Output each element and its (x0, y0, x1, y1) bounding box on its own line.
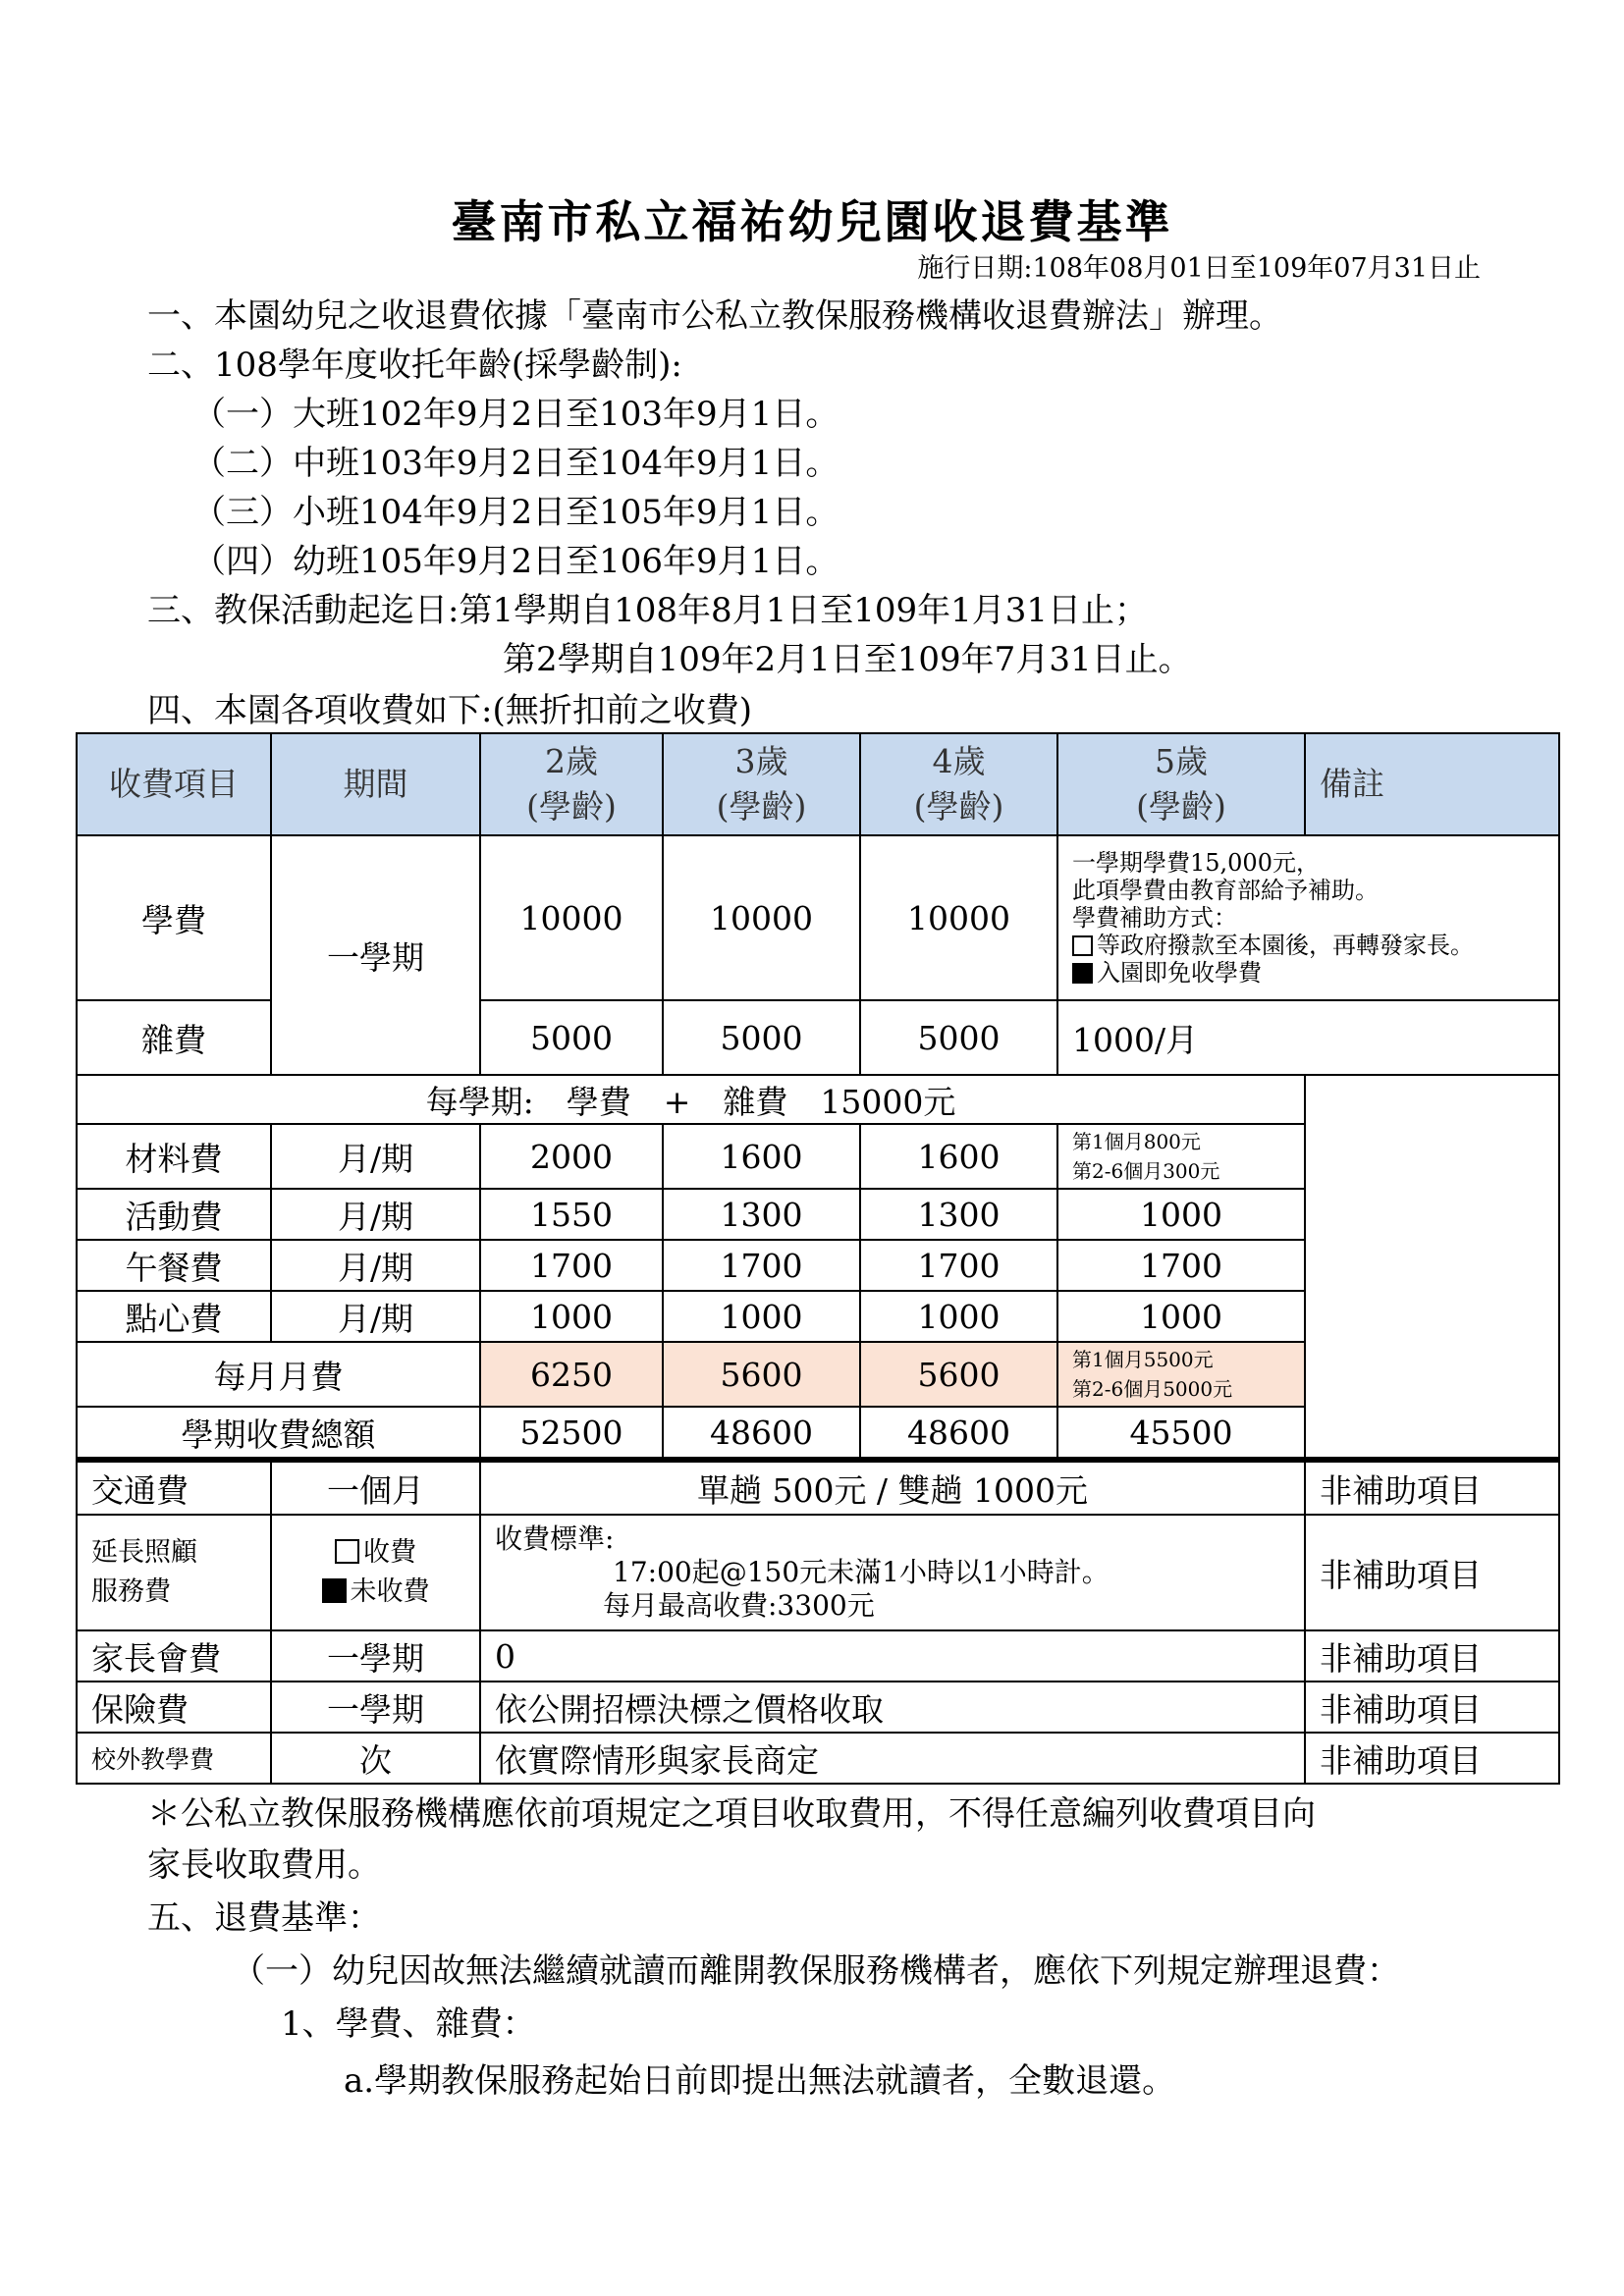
tuition-row (77, 835, 1559, 1000)
tuition-age-4: 10000 (860, 835, 1057, 1000)
checkbox-unchecked-icon (335, 1539, 359, 1564)
section-1: 一、本園幼兒之收退費依據「臺南市公私立教保服務機構收退費辦法」辦理。 (147, 296, 1282, 336)
snack-label: 點心費 (77, 1291, 271, 1342)
material-note: 第1個月800元 第2-6個月300元 (1057, 1124, 1305, 1189)
semester-total-age-4: 48600 (860, 1407, 1057, 1460)
misc-age-2: 5000 (480, 1000, 663, 1075)
header-item: 收費項目 (77, 733, 271, 835)
activity-age-5: 1000 (1057, 1189, 1305, 1240)
tuition-period: 一學期 (271, 835, 480, 1075)
header-age-5: 5歲 (學齡) (1057, 733, 1305, 835)
misc-note: 1000/月 (1057, 1000, 1559, 1075)
material-period: 月/期 (271, 1124, 480, 1189)
material-age-2: 2000 (480, 1124, 663, 1189)
transport-period: 一個月 (271, 1460, 480, 1515)
insurance-period: 一學期 (271, 1682, 480, 1733)
lunch-age-2: 1700 (480, 1240, 663, 1291)
semester-total-age-3: 48600 (663, 1407, 860, 1460)
monthly-fee-age-2: 6250 (480, 1342, 663, 1407)
header-remark: 備註 (1305, 733, 1559, 835)
header-age-2: 2歲 (學齡) (480, 733, 663, 835)
section-2-item-2: （二）中班103年9月2日至104年9月1日。 (192, 444, 839, 483)
checkbox-checked-icon (322, 1578, 347, 1603)
section-2-item-4: （四）幼班105年9月2日至106年9月1日。 (192, 542, 839, 581)
lunch-age-4: 1700 (860, 1240, 1057, 1291)
header-age-4: 4歲 (學齡) (860, 733, 1057, 835)
header-row (77, 733, 1559, 835)
tuition-note: 一學期學費15,000元， 此項學費由教育部給予補助。 學費補助方式： 等政府撥款至本園後，再轉發家長。 入園即免收學費 (1057, 835, 1559, 1000)
misc-label: 雜費 (77, 1000, 271, 1075)
activity-age-3: 1300 (663, 1189, 860, 1240)
fee-table (76, 732, 1560, 1785)
snack-age-4: 1000 (860, 1291, 1057, 1342)
extended-care-label: 延長照顧 服務費 (77, 1515, 271, 1630)
snack-age-2: 1000 (480, 1291, 663, 1342)
field-trip-row (77, 1733, 1559, 1784)
field-trip-content: 依實際情形與家長商定 (480, 1733, 1305, 1784)
snack-period: 月/期 (271, 1291, 480, 1342)
section-3-line-1: 三、教保活動起迄日:第1學期自108年8月1日至109年1月31日止； (147, 591, 1149, 630)
per-semester-summary: 每學期: 學費 + 雜費 15000元 (77, 1075, 1305, 1124)
transport-content: 單趟 500元 / 雙趟 1000元 (480, 1460, 1305, 1515)
section-5-1-1: 1、學費、雜費： (281, 2004, 536, 2044)
material-label: 材料費 (77, 1124, 271, 1189)
section-2-item-3: （三）小班104年9月2日至105年9月1日。 (192, 493, 839, 532)
lunch-label: 午餐費 (77, 1240, 271, 1291)
extended-care-remark: 非補助項目 (1305, 1515, 1559, 1630)
lunch-age-5: 1700 (1057, 1240, 1305, 1291)
monthly-fee-label: 每月月費 (77, 1342, 480, 1407)
field-trip-label: 校外教學費 (77, 1733, 271, 1784)
misc-age-4: 5000 (860, 1000, 1057, 1075)
parent-assoc-period: 一學期 (271, 1630, 480, 1682)
parent-assoc-remark: 非補助項目 (1305, 1630, 1559, 1682)
lunch-period: 月/期 (271, 1240, 480, 1291)
header-period: 期間 (271, 733, 480, 835)
monthly-fee-age-4: 5600 (860, 1342, 1057, 1407)
tuition-age-3: 10000 (663, 835, 860, 1000)
footnote-line-1: ＊公私立教保服務機構應依前項規定之項目收取費用，不得任意編列收費項目向 (147, 1794, 1316, 1834)
section-5-1: （一）幼兒因故無法繼續就讀而離開教保服務機構者，應依下列規定辦理退費： (232, 1951, 1400, 1991)
transport-remark: 非補助項目 (1305, 1460, 1559, 1515)
parent-assoc-label: 家長會費 (77, 1630, 271, 1682)
semester-total-label: 學期收費總額 (77, 1407, 480, 1460)
tuition-label: 學費 (77, 835, 271, 1000)
activity-age-4: 1300 (860, 1189, 1057, 1240)
header-age-3: 3歲 (學齡) (663, 733, 860, 835)
activity-period: 月/期 (271, 1189, 480, 1240)
parent-assoc-content: 0 (480, 1630, 1305, 1682)
blank-remark-cell (1305, 1075, 1559, 1460)
insurance-label: 保險費 (77, 1682, 271, 1733)
lunch-age-3: 1700 (663, 1240, 860, 1291)
snack-age-5: 1000 (1057, 1291, 1305, 1342)
extended-care-content: 收費標準: 17:00起@150元未滿1小時以1小時計。 每月最高收費:3300元 (480, 1515, 1305, 1630)
extended-care-row (77, 1515, 1559, 1630)
section-5: 五、退費基準： (147, 1898, 381, 1938)
monthly-fee-age-3: 5600 (663, 1342, 860, 1407)
parent-assoc-row (77, 1630, 1559, 1682)
extended-care-options: 收費 未收費 (271, 1515, 480, 1630)
insurance-content: 依公開招標決標之價格收取 (480, 1682, 1305, 1733)
semester-total-age-2: 52500 (480, 1407, 663, 1460)
per-semester-row (77, 1075, 1559, 1124)
activity-label: 活動費 (77, 1189, 271, 1240)
insurance-row (77, 1682, 1559, 1733)
snack-age-3: 1000 (663, 1291, 860, 1342)
activity-age-2: 1550 (480, 1189, 663, 1240)
footnote-line-2: 家長收取費用。 (147, 1845, 381, 1885)
insurance-remark: 非補助項目 (1305, 1682, 1559, 1733)
semester-total-age-5: 45500 (1057, 1407, 1305, 1460)
field-trip-remark: 非補助項目 (1305, 1733, 1559, 1784)
document-title: 臺南市私立福祐幼兒園收退費基準 (451, 195, 1173, 248)
transport-row (77, 1460, 1559, 1515)
material-age-3: 1600 (663, 1124, 860, 1189)
section-4: 四、本園各項收費如下:(無折扣前之收費) (147, 691, 752, 730)
material-age-4: 1600 (860, 1124, 1057, 1189)
tuition-age-2: 10000 (480, 835, 663, 1000)
transport-label: 交通費 (77, 1460, 271, 1515)
section-2-item-1: （一）大班102年9月2日至103年9月1日。 (192, 395, 839, 434)
effective-date: 施行日期:108年08月01日至109年07月31日止 (917, 253, 1481, 284)
field-trip-period: 次 (271, 1733, 480, 1784)
checkbox-unchecked-icon (1072, 935, 1093, 956)
section-5-1-1-a: a.學期教保服務起始日前即提出無法就讀者，全數退還。 (344, 2061, 1176, 2101)
monthly-fee-note: 第1個月5500元 第2-6個月5000元 (1057, 1342, 1305, 1407)
checkbox-checked-icon (1072, 963, 1093, 984)
misc-age-3: 5000 (663, 1000, 860, 1075)
section-2: 二、108學年度收托年齡(採學齡制): (147, 346, 682, 385)
section-3-line-2: 第2學期自109年2月1日至109年7月31日止。 (503, 640, 1192, 679)
